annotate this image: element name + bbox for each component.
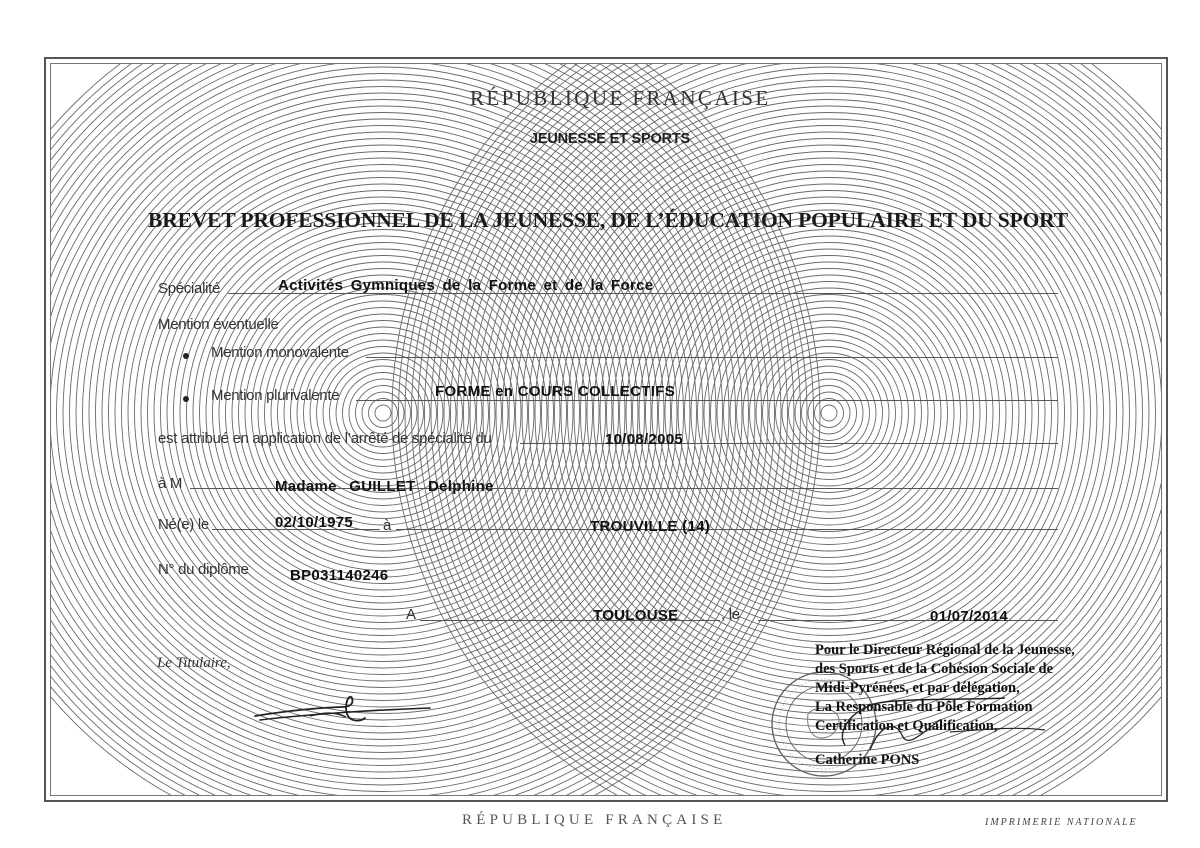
- birth-date-value: 02/10/1975: [275, 514, 354, 531]
- issue-place-value: TOULOUSE: [593, 607, 679, 624]
- director-line-3: Midi-Pyrénées, et par délégation,: [815, 680, 1020, 696]
- footer-printer: IMPRIMERIE NATIONALE: [985, 817, 1138, 828]
- specialite-value: Activités Gymniques de la Forme et de la Force: [278, 277, 654, 294]
- birth-place-value: TROUVILLE (14): [590, 518, 711, 535]
- director-line-5: Certification et Qualification,: [815, 718, 998, 734]
- issue-date-line: [758, 620, 1058, 621]
- arrete-value: 10/08/2005: [605, 431, 684, 448]
- director-line-1: Pour le Directeur Régional de la Jeunesse,: [815, 642, 1075, 658]
- diploma-title: BREVET PROFESSIONNEL DE LA JEUNESSE, DE L’ÉDUCATION POPULAIRE ET DU SPORT: [148, 208, 1068, 232]
- issue-date-prefix: , le: [721, 606, 740, 623]
- ministry-title: JEUNESSE ET SPORTS: [530, 131, 690, 147]
- birth-place-prefix: à: [383, 517, 392, 534]
- director-signature: [830, 690, 1060, 760]
- diploma-no-value: BP031140246: [290, 567, 389, 584]
- birth-place-line: [396, 529, 1058, 530]
- bullet-mono: [183, 353, 189, 359]
- issue-place-prefix: A: [406, 606, 416, 623]
- arrete-line: [520, 443, 1058, 444]
- director-line-4: La Responsable du Pôle Formation: [815, 699, 1033, 715]
- pluri-label: Mention plurivalente: [211, 387, 340, 404]
- specialite-label: Spécialité: [158, 280, 221, 297]
- director-line-2: des Sports et de la Cohésion Sociale de: [815, 661, 1054, 677]
- mono-label: Mention monovalente: [211, 344, 349, 361]
- footer-republic: RÉPUBLIQUE FRANÇAISE: [462, 812, 727, 828]
- titulaire-label: Le Titulaire,: [157, 655, 231, 671]
- arrete-label: est attribué en application de l’arrêté de spécialité du: [158, 430, 492, 447]
- holder-value: Madame GUILLET Delphine: [275, 478, 494, 495]
- mono-line: [366, 357, 1058, 358]
- holder-label: à M: [158, 475, 183, 492]
- issue-date-value: 01/07/2014: [930, 608, 1009, 625]
- mention-label: Mention éventuelle: [158, 316, 279, 333]
- diploma-no-label: N° du diplôme: [158, 561, 249, 578]
- pluri-line: [356, 400, 1058, 401]
- birth-label: Né(e) le: [158, 516, 209, 533]
- director-line-6: Catherine PONS: [815, 752, 920, 768]
- pluri-value: FORME en COURS COLLECTIFS: [435, 383, 675, 400]
- bullet-pluri: [183, 396, 189, 402]
- holder-signature: [250, 690, 440, 735]
- republic-title: RÉPUBLIQUE FRANÇAISE: [470, 86, 771, 110]
